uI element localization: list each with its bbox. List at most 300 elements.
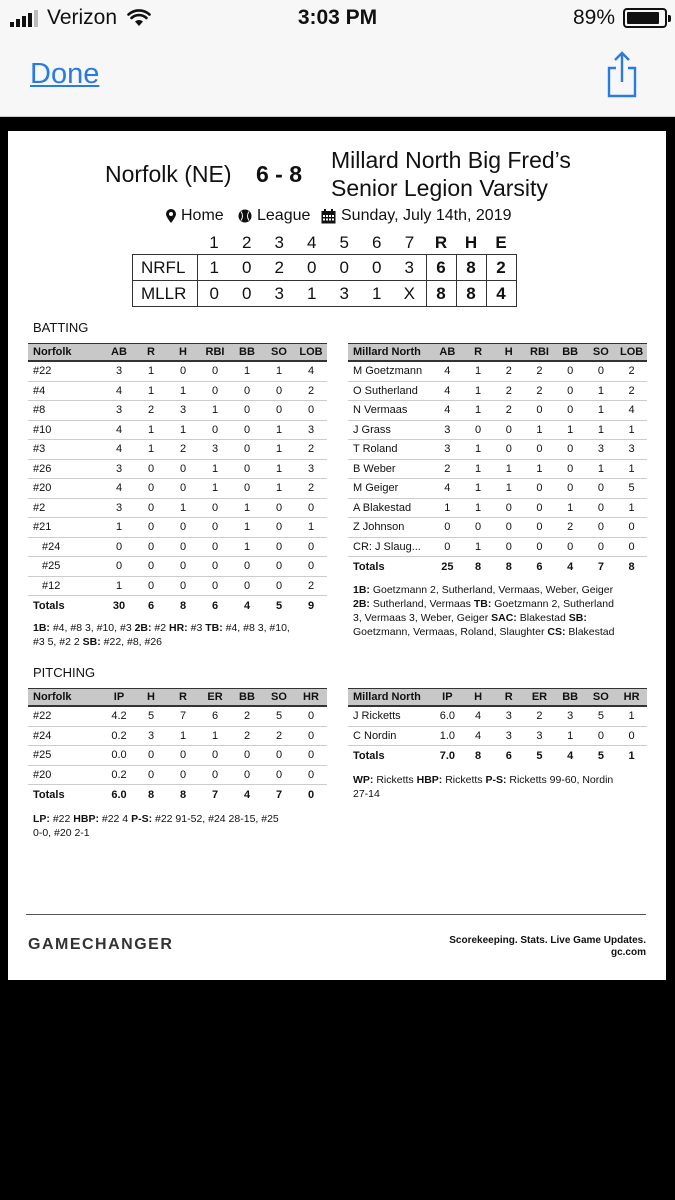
- stat-cell: 0: [295, 498, 327, 518]
- final-score: 6 - 8: [256, 161, 303, 187]
- stat-cell: 0: [263, 498, 295, 518]
- column-header: BB: [231, 344, 263, 362]
- column-header: R: [135, 344, 167, 362]
- stat-cell: 0: [135, 498, 167, 518]
- stat-cell: 1: [463, 479, 494, 499]
- table-row: [348, 459, 647, 479]
- stat-cell: 1: [199, 479, 231, 499]
- stat-cell: 1: [463, 361, 494, 381]
- player-name: A Blakestad: [348, 498, 432, 518]
- column-header: R: [493, 689, 524, 707]
- totals-row: [28, 785, 327, 806]
- table-row: [28, 557, 327, 577]
- notes-line: 3, Vermaas 3, Weber, Geiger SAC: Blakestad SB:: [353, 612, 587, 624]
- stat-cell: 0: [167, 361, 199, 381]
- stat-cell: 0: [135, 479, 167, 499]
- stat-cell: 3: [103, 361, 135, 381]
- table-row: [28, 706, 327, 726]
- line-score-inning: 0: [231, 281, 264, 307]
- line-score-inning: 0: [231, 255, 264, 281]
- line-score-inning: 0: [361, 255, 394, 281]
- totals-cell: 4: [555, 557, 586, 578]
- column-header: LOB: [616, 344, 647, 362]
- player-name: M Geiger: [348, 479, 432, 499]
- player-name: CR: J Slaug...: [348, 537, 432, 557]
- stat-cell: 0: [555, 381, 586, 401]
- stat-cell: 4: [295, 361, 327, 381]
- notes-line: 27-14: [353, 788, 380, 800]
- line-score-team: NRFL: [133, 255, 198, 281]
- stat-cell: 4: [103, 420, 135, 440]
- totals-row: [348, 746, 647, 767]
- stat-cell: 0: [231, 420, 263, 440]
- stat-cell: 1: [135, 420, 167, 440]
- game-date: [321, 207, 512, 225]
- stat-cell: 0: [263, 537, 295, 557]
- battery-icon: [623, 8, 667, 28]
- player-name: Z Johnson: [348, 518, 432, 538]
- player-name: #12: [28, 576, 103, 596]
- stat-cell: 0: [524, 440, 555, 460]
- line-score-total: 8: [456, 255, 486, 281]
- footer-divider: [26, 914, 646, 915]
- stat-cell: 0: [555, 401, 586, 421]
- stat-cell: 5: [135, 706, 167, 726]
- stat-cell: 1: [167, 498, 199, 518]
- notes-line: LP: #22 HBP: #22 4 P-S: #22 91-52, #24 28-15, #25: [33, 813, 279, 825]
- player-name: N Vermaas: [348, 401, 432, 421]
- totals-cell: 0: [295, 785, 327, 806]
- stat-cell: 0: [463, 420, 494, 440]
- column-header: SO: [263, 344, 295, 362]
- done-button[interactable]: Done: [30, 58, 100, 90]
- stat-cell: 4: [432, 361, 463, 381]
- table-row: [348, 537, 647, 557]
- line-score-inning: 3: [263, 281, 296, 307]
- tagline-text: Scorekeeping. Stats. Live Game Updates.: [449, 935, 646, 946]
- table-row: [28, 746, 327, 766]
- line-score-corner: [133, 232, 198, 255]
- table-row: [28, 498, 327, 518]
- pitching-section-title: PITCHING: [33, 665, 96, 680]
- player-name: T Roland: [348, 440, 432, 460]
- stat-cell: 1: [463, 498, 494, 518]
- stat-cell: 2: [263, 726, 295, 746]
- column-header: Norfolk: [28, 344, 103, 362]
- stat-cell: 5: [586, 706, 617, 726]
- player-name: J Ricketts: [348, 706, 432, 726]
- stat-cell: 0: [524, 537, 555, 557]
- totals-cell: 5: [263, 596, 295, 617]
- table-row: [348, 381, 647, 401]
- stat-cell: 4: [463, 706, 494, 726]
- line-score-row: [133, 281, 517, 307]
- map-pin-icon: [166, 209, 176, 223]
- stat-cell: 6.0: [432, 706, 463, 726]
- location-label: Home: [181, 207, 224, 224]
- stat-cell: 3: [103, 459, 135, 479]
- column-header: R: [463, 344, 494, 362]
- stat-cell: 1: [263, 420, 295, 440]
- stat-cell: 0: [231, 765, 263, 785]
- stat-cell: 1: [263, 440, 295, 460]
- stat-cell: 0: [616, 537, 647, 557]
- notes-line: #3 5, #2 2 SB: #22, #8, #26: [33, 636, 163, 648]
- stat-cell: 0: [586, 479, 617, 499]
- player-name: #20: [28, 765, 103, 785]
- stat-cell: 1: [586, 459, 617, 479]
- stat-cell: 1: [616, 498, 647, 518]
- column-header: IP: [432, 689, 463, 707]
- stat-cell: 0: [555, 537, 586, 557]
- stat-cell: 1: [231, 498, 263, 518]
- stat-cell: 1: [231, 361, 263, 381]
- totals-cell: 7: [263, 785, 295, 806]
- line-score-inning: 3: [393, 255, 426, 281]
- totals-label: Totals: [348, 746, 432, 767]
- column-header: RBI: [524, 344, 555, 362]
- totals-row: [28, 596, 327, 617]
- stat-cell: 1: [135, 440, 167, 460]
- notes-line: 0-0, #20 2-1: [33, 827, 90, 839]
- notes-line: 1B: Goetzmann 2, Sutherland, Vermaas, Weber, Geiger: [353, 584, 614, 596]
- share-icon[interactable]: [607, 50, 637, 98]
- millard-pitching-table: [348, 688, 647, 766]
- stat-cell: 4: [103, 479, 135, 499]
- column-header: AB: [432, 344, 463, 362]
- totals-cell: 6: [524, 557, 555, 578]
- stat-cell: 0: [135, 765, 167, 785]
- stat-cell: 1: [103, 576, 135, 596]
- column-header: H: [493, 344, 524, 362]
- stat-cell: 4: [103, 381, 135, 401]
- status-bar: [0, 0, 675, 38]
- table-row: [28, 401, 327, 421]
- stat-cell: 0: [199, 765, 231, 785]
- calendar-icon: [321, 209, 336, 224]
- stat-cell: 2: [295, 576, 327, 596]
- totals-cell: 8: [135, 785, 167, 806]
- stat-cell: 0: [263, 576, 295, 596]
- stat-cell: 6: [199, 706, 231, 726]
- stat-cell: 3: [616, 440, 647, 460]
- player-name: #2: [28, 498, 103, 518]
- stat-cell: 3: [295, 459, 327, 479]
- stat-cell: 0: [586, 726, 617, 746]
- stat-cell: 0: [167, 537, 199, 557]
- line-score-header: 5: [339, 233, 349, 252]
- totals-cell: 5: [586, 746, 617, 767]
- table-row: [28, 765, 327, 785]
- stat-cell: 3: [586, 440, 617, 460]
- stat-cell: 2: [231, 726, 263, 746]
- stat-cell: 4: [432, 479, 463, 499]
- table-row: [28, 479, 327, 499]
- stat-cell: 0: [167, 765, 199, 785]
- totals-cell: 5: [524, 746, 555, 767]
- stat-cell: 0: [167, 746, 199, 766]
- stat-cell: 0: [263, 381, 295, 401]
- stat-cell: 0: [524, 518, 555, 538]
- line-score-inning: 1: [361, 281, 394, 307]
- table-row: [348, 361, 647, 381]
- line-score-table: [132, 232, 517, 307]
- footer-tagline: [449, 935, 646, 959]
- player-name: #25: [28, 746, 103, 766]
- stat-cell: 4: [616, 401, 647, 421]
- stat-cell: 0: [493, 518, 524, 538]
- stat-cell: 1: [199, 401, 231, 421]
- stat-cell: 1: [555, 726, 586, 746]
- stat-cell: 2: [493, 361, 524, 381]
- stat-cell: 1: [463, 459, 494, 479]
- line-score-inning: 0: [328, 255, 361, 281]
- stat-cell: 2: [295, 440, 327, 460]
- stat-cell: 0: [524, 401, 555, 421]
- stat-cell: 3: [167, 401, 199, 421]
- baseball-icon: [238, 209, 252, 223]
- stat-cell: 0: [167, 518, 199, 538]
- table-row: [348, 420, 647, 440]
- stat-cell: 1: [586, 401, 617, 421]
- stat-cell: 0: [295, 537, 327, 557]
- stat-cell: 1: [263, 479, 295, 499]
- player-name: #24: [28, 537, 103, 557]
- stat-cell: 3: [199, 440, 231, 460]
- stat-cell: 1: [586, 420, 617, 440]
- stat-cell: 0: [167, 576, 199, 596]
- player-name: #22: [28, 706, 103, 726]
- gamechanger-logo: GAMECHANGER: [28, 936, 174, 953]
- millard-batting-table: [348, 343, 647, 577]
- stat-cell: 0: [555, 440, 586, 460]
- stat-cell: 1: [199, 459, 231, 479]
- stat-cell: 2: [432, 459, 463, 479]
- stat-cell: 1: [524, 459, 555, 479]
- line-score-inning: 1: [198, 255, 231, 281]
- stat-cell: 2: [524, 361, 555, 381]
- player-name: C Nordin: [348, 726, 432, 746]
- stat-cell: 1.0: [432, 726, 463, 746]
- stat-cell: 1: [295, 518, 327, 538]
- stat-cell: 0: [167, 459, 199, 479]
- line-score-inning: 0: [198, 281, 231, 307]
- stat-cell: 3: [524, 726, 555, 746]
- player-name: #4: [28, 381, 103, 401]
- table-row: [28, 440, 327, 460]
- player-name: #10: [28, 420, 103, 440]
- date-label: Sunday, July 14th, 2019: [341, 207, 512, 224]
- totals-cell: 7: [199, 785, 231, 806]
- column-header: HR: [295, 689, 327, 707]
- totals-cell: 6.0: [103, 785, 135, 806]
- millard-batting-notes: [353, 583, 653, 639]
- totals-cell: 8: [167, 596, 199, 617]
- stat-cell: 0: [295, 401, 327, 421]
- line-score-row: [133, 255, 517, 281]
- table-row: [28, 726, 327, 746]
- stat-cell: 1: [231, 537, 263, 557]
- stat-cell: 1: [432, 498, 463, 518]
- column-header: Millard North: [348, 344, 432, 362]
- stat-cell: 0: [199, 381, 231, 401]
- stat-cell: 2: [295, 381, 327, 401]
- table-row: [348, 706, 647, 726]
- stat-cell: 1: [493, 459, 524, 479]
- stat-cell: 3: [135, 726, 167, 746]
- notes-line: Goetzmann, Vermaas, Roland, Slaughter CS: Blakestad: [353, 626, 615, 638]
- column-header: HR: [616, 689, 647, 707]
- stat-cell: 1: [167, 420, 199, 440]
- stat-cell: 0: [167, 479, 199, 499]
- stat-cell: 0: [493, 498, 524, 518]
- totals-cell: 8: [167, 785, 199, 806]
- stat-cell: 4: [432, 401, 463, 421]
- column-header: SO: [586, 689, 617, 707]
- stat-cell: 0: [231, 381, 263, 401]
- stat-cell: 0: [167, 557, 199, 577]
- player-name: M Goetzmann: [348, 361, 432, 381]
- totals-cell: 30: [103, 596, 135, 617]
- line-score-inning: 3: [328, 281, 361, 307]
- column-header: H: [167, 344, 199, 362]
- column-header: BB: [555, 689, 586, 707]
- stat-cell: 0: [135, 576, 167, 596]
- stat-cell: 0: [231, 479, 263, 499]
- player-name: #22: [28, 361, 103, 381]
- stat-cell: 0: [231, 557, 263, 577]
- player-name: #26: [28, 459, 103, 479]
- line-score-header: R: [434, 233, 448, 252]
- stat-cell: 0: [432, 537, 463, 557]
- player-name: #3: [28, 440, 103, 460]
- line-score-header: 4: [307, 233, 317, 252]
- line-score-inning: X: [393, 281, 426, 307]
- column-header: Norfolk: [28, 689, 103, 707]
- stat-cell: 0: [263, 557, 295, 577]
- stat-cell: 2: [295, 479, 327, 499]
- stat-cell: 1: [103, 518, 135, 538]
- column-header: BB: [231, 689, 263, 707]
- line-score-header: 2: [242, 233, 252, 252]
- stat-cell: 0: [199, 420, 231, 440]
- stat-cell: 0: [135, 518, 167, 538]
- column-header: Millard North: [348, 689, 432, 707]
- totals-cell: 8: [616, 557, 647, 578]
- stat-cell: 0: [493, 420, 524, 440]
- stat-cell: 1: [586, 381, 617, 401]
- player-name: #25: [28, 557, 103, 577]
- stat-cell: 0: [199, 498, 231, 518]
- away-team-name-line1: Millard North Big Fred’s: [331, 147, 571, 173]
- stat-cell: 0: [586, 361, 617, 381]
- stat-cell: 2: [493, 381, 524, 401]
- stat-cell: 1: [263, 361, 295, 381]
- stat-cell: 1: [616, 420, 647, 440]
- stat-cell: 0.0: [103, 746, 135, 766]
- column-header: ER: [524, 689, 555, 707]
- stat-cell: 2: [524, 381, 555, 401]
- player-name: O Sutherland: [348, 381, 432, 401]
- stat-cell: 0: [555, 361, 586, 381]
- totals-cell: 4: [231, 785, 263, 806]
- stat-cell: 0: [295, 746, 327, 766]
- away-team-name-line2: Senior Legion Varsity: [331, 175, 548, 201]
- stat-cell: 1: [493, 479, 524, 499]
- stat-cell: 2: [616, 381, 647, 401]
- tagline-url: gc.com: [610, 947, 646, 958]
- stat-cell: 2: [135, 401, 167, 421]
- stat-cell: 1: [524, 420, 555, 440]
- stat-cell: 0: [586, 537, 617, 557]
- player-name: J Grass: [348, 420, 432, 440]
- stat-cell: 1: [167, 726, 199, 746]
- stat-cell: 1: [199, 726, 231, 746]
- table-row: [28, 420, 327, 440]
- stat-cell: 1: [616, 706, 647, 726]
- game-type-label: League: [257, 207, 311, 224]
- table-row: [348, 440, 647, 460]
- stat-cell: 0: [263, 401, 295, 421]
- column-header: BB: [555, 344, 586, 362]
- stat-cell: 4: [432, 381, 463, 401]
- stat-cell: 0: [524, 479, 555, 499]
- stat-cell: 1: [616, 459, 647, 479]
- column-header: H: [463, 689, 494, 707]
- column-header: IP: [103, 689, 135, 707]
- totals-label: Totals: [28, 596, 103, 617]
- stat-cell: 0: [135, 537, 167, 557]
- stat-cell: 0: [231, 440, 263, 460]
- table-row: [28, 459, 327, 479]
- stat-cell: 0.2: [103, 765, 135, 785]
- stat-cell: 0.2: [103, 726, 135, 746]
- stat-cell: 0: [555, 459, 586, 479]
- line-score-inning: 0: [296, 255, 329, 281]
- box-score-document: [8, 131, 666, 980]
- stat-cell: 0: [135, 746, 167, 766]
- table-row: [348, 726, 647, 746]
- stat-cell: 1: [463, 381, 494, 401]
- battery-group: [573, 6, 667, 30]
- game-location: [166, 207, 224, 225]
- stat-cell: 1: [135, 361, 167, 381]
- stat-cell: 0: [231, 746, 263, 766]
- player-name: #8: [28, 401, 103, 421]
- totals-cell: 25: [432, 557, 463, 578]
- stat-cell: 3: [295, 420, 327, 440]
- stat-cell: 0: [199, 361, 231, 381]
- totals-cell: 1: [616, 746, 647, 767]
- stat-cell: 0: [199, 576, 231, 596]
- notes-line: 1B: #4, #8 3, #10, #3 2B: #2 HR: #3 TB: #4, #8 3, #10,: [33, 622, 290, 634]
- stat-cell: 0: [463, 518, 494, 538]
- norfolk-pitching-table: [28, 688, 327, 805]
- stat-cell: 2: [493, 401, 524, 421]
- norfolk-batting-table: [28, 343, 327, 616]
- totals-cell: 6: [135, 596, 167, 617]
- stat-cell: 1: [555, 498, 586, 518]
- line-score-header: 1: [209, 233, 219, 252]
- totals-cell: 6: [493, 746, 524, 767]
- column-header: R: [167, 689, 199, 707]
- stat-cell: 0: [295, 706, 327, 726]
- stat-cell: 0: [295, 765, 327, 785]
- table-row: [348, 498, 647, 518]
- stat-cell: 0: [616, 518, 647, 538]
- column-header: ER: [199, 689, 231, 707]
- stat-cell: 4: [463, 726, 494, 746]
